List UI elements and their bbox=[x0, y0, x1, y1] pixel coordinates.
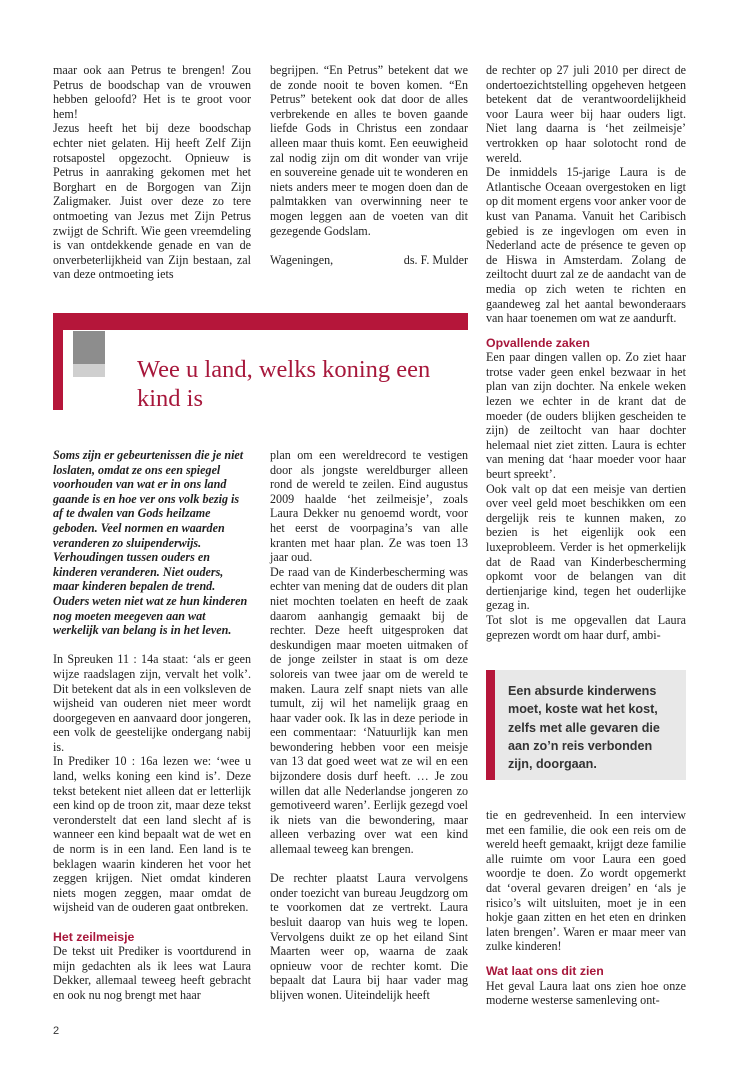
paragraph: Een paar dingen vallen op. Zo ziet haar trotse vader geen enkel bezwaar in het plan van zijn dochter. Na enkele weken lezen we echter in de krant dat de moeder (de ouders blijken gescheiden te zijn) de zeiltocht van haar dochter helemaal niet ziet zitten. Laura is echter van mening dat ‘haar moeder voor haar beurt spreekt’. bbox=[486, 350, 686, 482]
pull-quote-stripe bbox=[486, 670, 495, 780]
paragraph: In Prediker 10 : 16a lezen we: ‘wee u land, welks koning een kind is’. Deze tekst betekent niet alleen dat er letterlijk een kind op de troon zit, maar deze tekst veronderstelt dat een land slecht af is wanneer een kind bepaalt wat de wet en de norm is in een land. Een land is te beklagen waarin kinderen het voor het zeggen krijgen. Niet omdat kinderen niets mogen zeggen, maar omdat de wijsheid van de ouderen gaat ontbreken. bbox=[53, 754, 251, 915]
paragraph: De raad van de Kinderbescherming was echter van mening dat de ouders dit plan niet mochten toelaten en heeft de zaak daarom aanhangig gemaakt bij de rechter. Deze heeft uitgesproken dat deskundigen maar moeten uitmaken of de jonge zeilster in staat is om deze soloreis van twee jaar om de wereld te maken. Laura zelf snapt niets van alle tumult, zij wil het namelijk graag en haar vader ook. Ik las in deze periode in een commentaar: ‘Natuurlijk kan men bewondering hebben voor een meisje van 13 dat goed weet wat ze wil en een bijzondere dosis durf heeft. … Je zou willen dat alle Nederlandse jongeren zo gemotiveerd waren’. Eerlijk gezegd voel ik niets van die bewondering, maar alleen verbazing over wat een kind allemaal teweeg kan brengen. bbox=[270, 564, 468, 857]
subheading-wat-laat-ons-dit-zien: Wat laat ons dit zien bbox=[486, 963, 604, 978]
paragraph: Ook valt op dat een meisje van dertien over veel geld moet beschikken om een dergelijk reis te kunnen maken, zo bezien is het eigenlijk ook een luxeprobleem. Verder is het opmerkelijk dat de Raad van Kinderbescherming opkomt voor de belangen van dit dertienjarige kind, tegen het ouderlijke gezag in. bbox=[486, 481, 686, 613]
page-number: 2 bbox=[53, 1025, 60, 1037]
paragraph: De inmiddels 15-jarige Laura is de Atlantische Oceaan overgestoken en ligt op dit moment ergens voor anker voor de kust van Panama. Vanuit het Caribisch gebied is ze ingevlogen om even in Nederland acte de présence te geven op de Hiswa in Amsterdam. Zolang de zeiltocht duurt zal ze de aandacht van de media op zich weten te richten en gaandeweg zal het aantal bewonderaars van haar toenemen om wat ze aandurft. bbox=[486, 165, 686, 326]
subheading-opvallende-zaken: Opvallende zaken bbox=[486, 335, 590, 350]
article-title: Wee u land, welks koning een kind is bbox=[137, 356, 431, 412]
paragraph: De tekst uit Prediker is voortdurend in mijn gedachten als ik lees wat Laura Dekker, allemaal teweeg heeft gebracht en ook nu nog brengt met haar bbox=[53, 944, 251, 1002]
paragraph: de rechter op 27 juli 2010 per direct de ondertoezichtstelling opgeheven hetgeen betekent dat de verantwoordelijkheid voor Laura weer bij haar ouders ligt. Niet lang daarna is ‘het zeilmeisje’ vertrokken op haar solotocht rond de wereld. bbox=[486, 63, 686, 165]
article-lead: Soms zijn er gebeurtenissen die je niet loslaten, omdat ze ons een spiegel voorhouden van wat er in ons land gaande is en hoe ver ons volk bezig is af te dwalen van Gods heilzame geboden. Veel normen en waarden veranderen zo sluipenderwijs. Verhoudingen tussen ouders en kinderen veranderen. Niet ouders, maar kinderen bepalen de trend. Ouders weten niet wat ze hun kinderen nog moeten meegeven aan wat werkelijk van belang is in het leven. bbox=[53, 448, 248, 638]
paragraph: In Spreuken 11 : 14a staat: ‘als er geen wijze raadslagen zijn, vervalt het volk’. Dit betekent dat als in een volksleven de wijsheid van ouderen niet meer wordt doorgegeven en aanvaard door jongeren, een volk de geestelijke ondergang nabij is. bbox=[53, 652, 251, 754]
paragraph: De rechter plaatst Laura vervolgens onder toezicht van bureau Jeugdzorg om te voorkomen dat ze vertrekt. Laura besluit daarop van huis weg te lopen. Vervolgens duikt ze op het eiland Sint Maarten weer op, waarna de zaak opnieuw voor de rechter komt. Die bepaalt dat Laura bij haar vader mag blijven wonen. Uiteindelijk heeft bbox=[270, 871, 468, 1002]
signature-name: ds. F. Mulder bbox=[403, 252, 468, 267]
banner-square-dark bbox=[73, 331, 105, 364]
paragraph: Tot slot is me opgevallen dat Laura geprezen wordt om haar durf, ambi- bbox=[486, 612, 686, 642]
paragraph: tie en gedrevenheid. In een interview met een familie, die ook een reis om de wereld heeft gemaakt, krijgt deze familie alle ruimte om voor Laura een goed woordje te doen. Zo wordt opgemerkt dat ‘overal gevaren dreigen’ en ‘als je risico’s wilt uitsluiten, moet je in een hokje gaan zitten en het eten en drinken laten brengen’. Waren er maar meer van zulke kinderen! bbox=[486, 808, 686, 954]
article-banner-side bbox=[53, 330, 63, 410]
paragraph: plan om een wereldrecord te vestigen door als jongste wereldburger alleen rond de wereld te zeilen. Eind augustus 2009 haalde ‘het zeilmeisje’, zoals Laura Dekker nu genoemd wordt, voor het eerst de voorpagina’s van alle kranten met haar plan. Ze was toen 13 jaar oud. bbox=[270, 448, 468, 565]
banner-square-light bbox=[73, 364, 105, 377]
signature bbox=[270, 253, 468, 268]
article-column-2 bbox=[270, 448, 468, 1003]
pull-quote bbox=[486, 670, 686, 780]
pull-quote-text: Een absurde kinderwens moet, koste wat het kost, zelfs met alle gevaren die aan zo’n reis verbonden zijn, doorgaan. bbox=[508, 684, 660, 772]
signature-place: Wageningen, bbox=[270, 252, 334, 267]
prev-article-column-2 bbox=[270, 63, 468, 267]
article-column-3-top bbox=[486, 63, 686, 642]
subheading-het-zeilmeisje: Het zeilmeisje bbox=[53, 929, 135, 944]
article-column-1 bbox=[53, 448, 251, 1003]
paragraph: Het geval Laura laat ons zien hoe onze moderne westerse samenleving ont- bbox=[486, 978, 686, 1008]
prev-article-text-2: begrijpen. “En Petrus” betekent dat we de zonde nooit te boven komen. “En Petrus” betekent ook dat door de alles verbrekende en alles te boven gaande liefde Gods in Christus een zondaar alleen maar thuis komt. Een eeuwigheid zal nodig zijn om dit wonder van vrije en souvereine genade uit te wonderen en niets anders meer te mogen doen dan de palmtakken van overwinning neer te mogen leggen aan de voeten van dit gezegende Godslam. bbox=[270, 63, 468, 238]
article-banner-bar bbox=[53, 313, 468, 330]
prev-article-text-1: maar ook aan Petrus te brengen! Zou Petrus de boodschap van de vrouwen hebben geloofd? Het is te groot voor hem! Jezus heeft het bij deze boodschap echter niet gelaten. Hij heeft Zelf Zijn rotsapostel opgezocht. Opnieuw is Petrus in aanraking gekomen met het Borghart en de Borgogen van Zijn Zaligmaker. Juist over deze zo tere ontmoeting van Jezus met Zijn Petrus zwijgt de Schrift. Wie geen vreemdeling is van ontdekkende genade en van de onverbeterlijkheid van Zijn bestaan, zal van deze ontmoeting iets bbox=[53, 63, 251, 282]
article-column-3-bottom bbox=[486, 808, 686, 1008]
prev-article-column-1 bbox=[53, 63, 251, 282]
